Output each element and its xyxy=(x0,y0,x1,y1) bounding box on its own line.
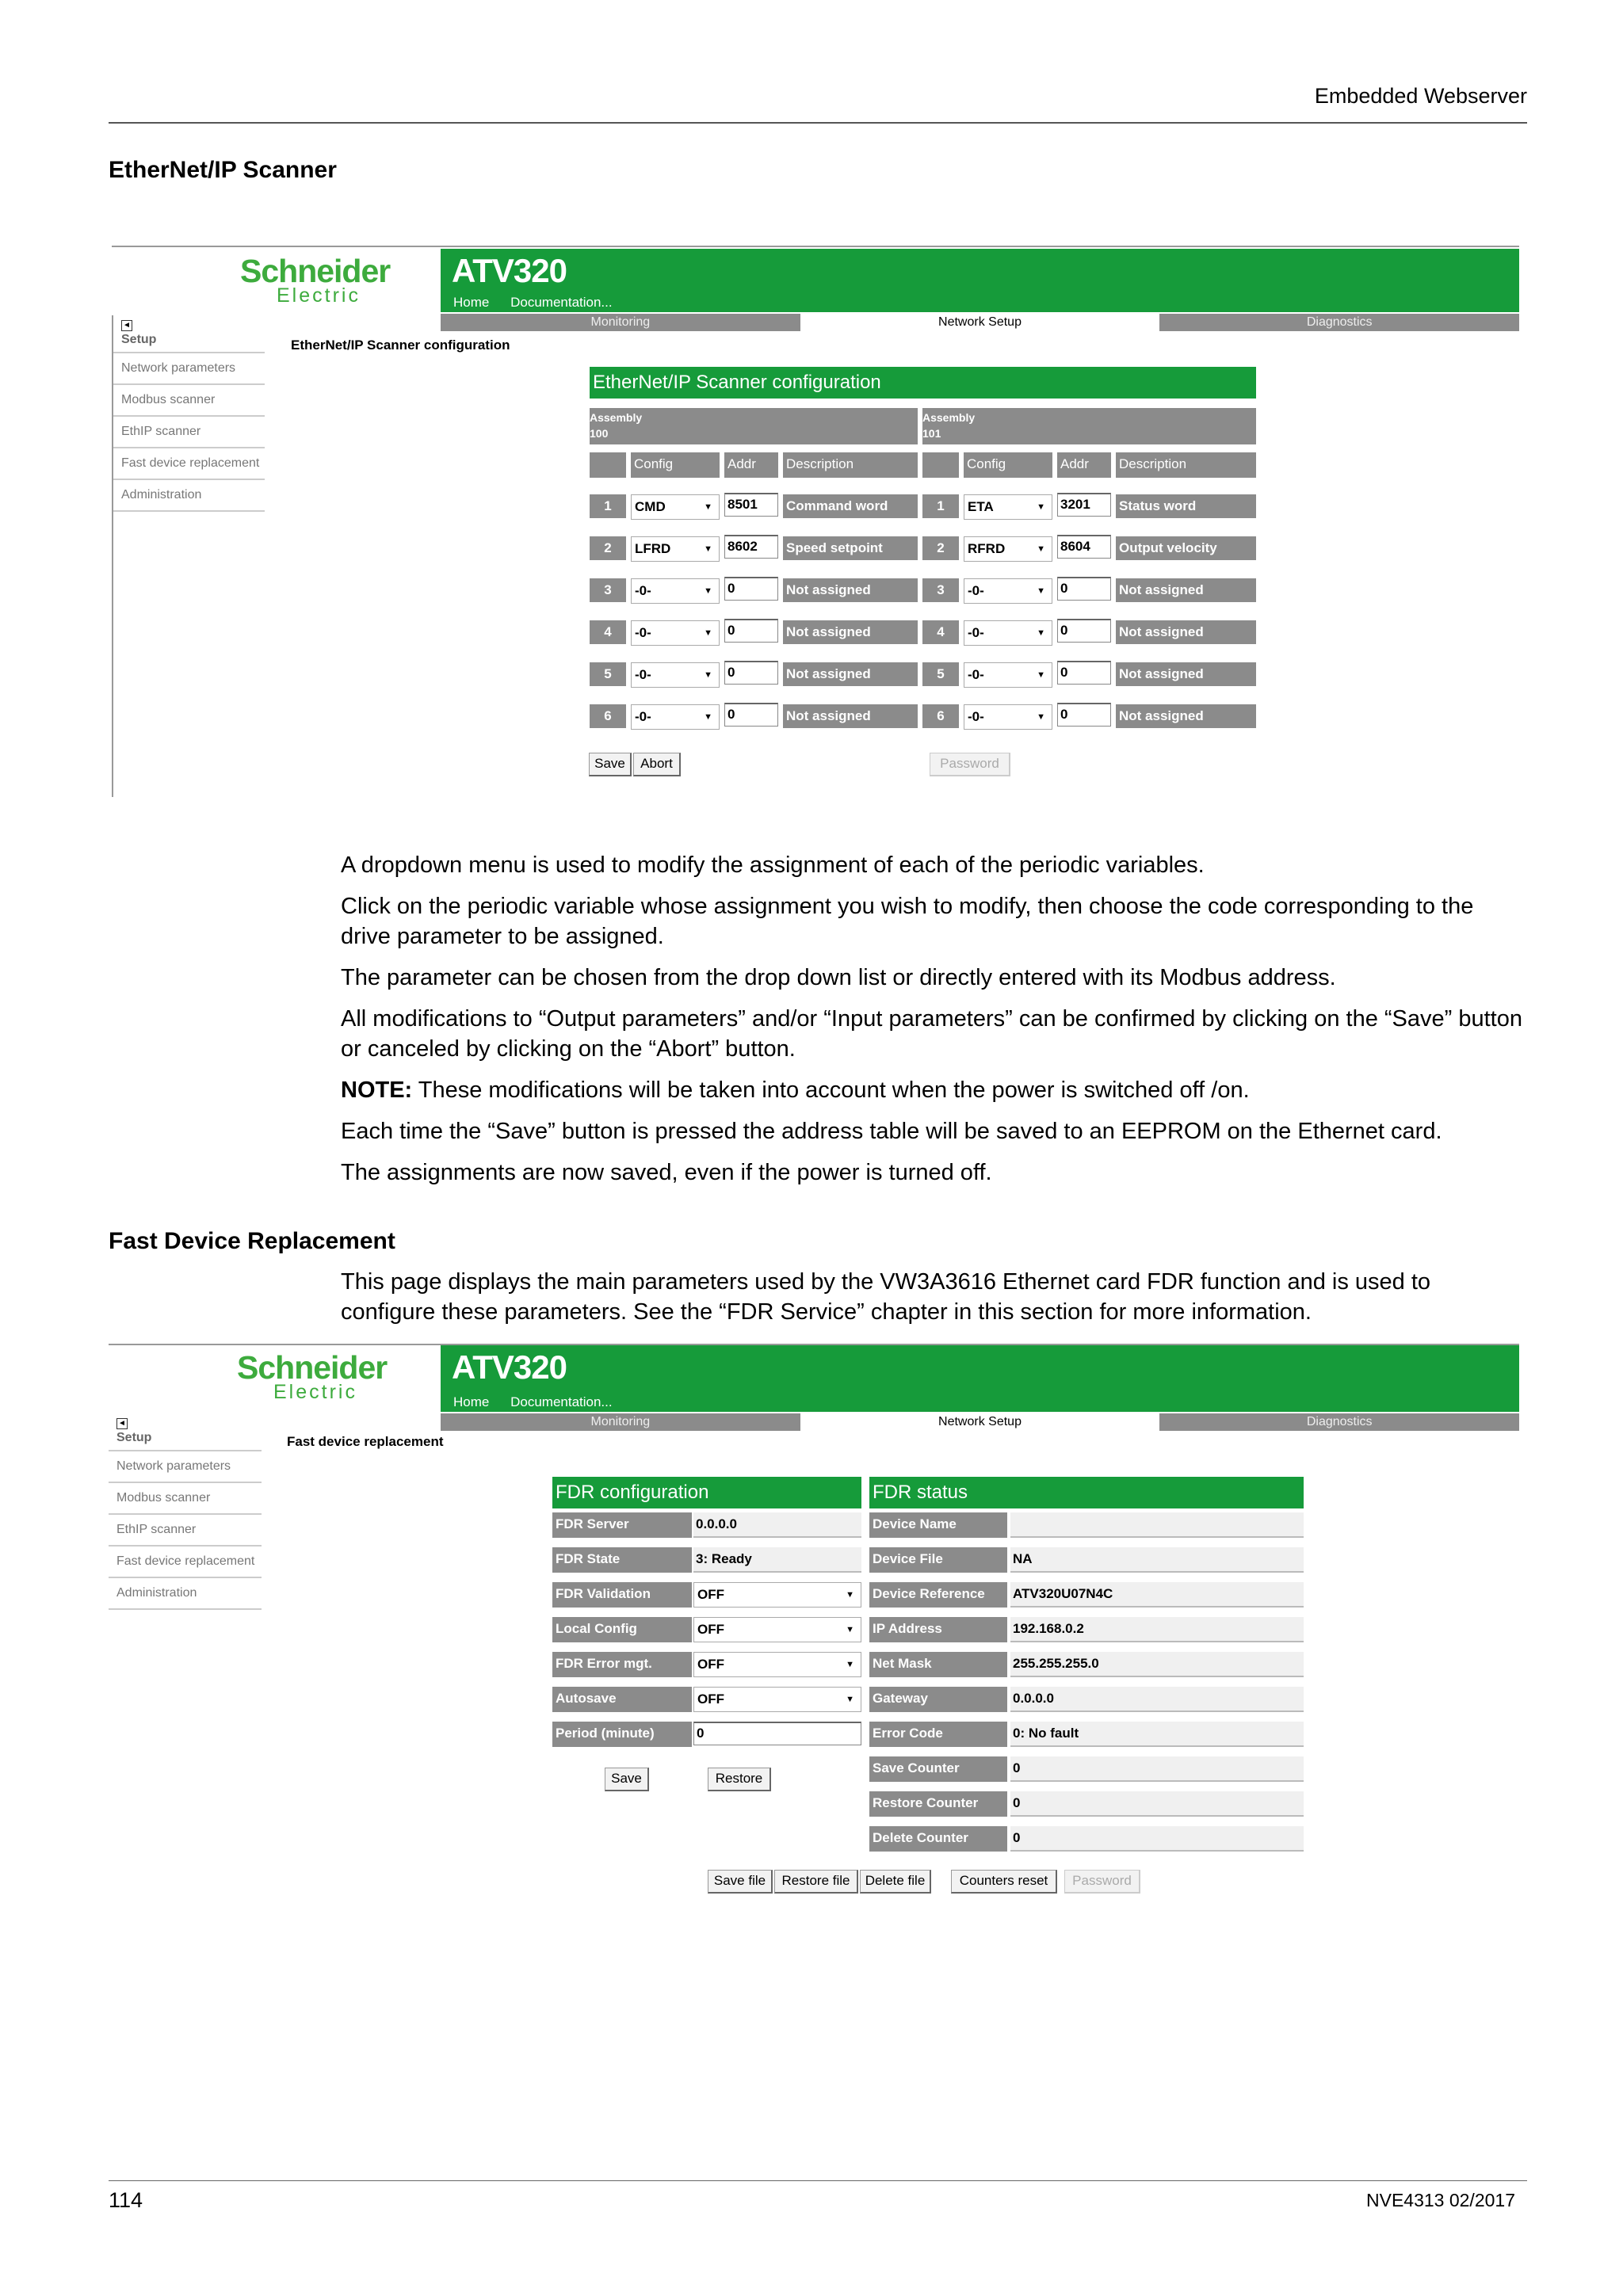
description-cell-left: Command word xyxy=(783,494,918,518)
sidebar-item-modbus-scanner[interactable]: Modbus scanner xyxy=(113,385,265,417)
counters-reset-button[interactable]: Counters reset xyxy=(951,1870,1057,1894)
paragraph-6: Each time the “Save” button is pressed the address table will be saved to an EEPROM on the Ethernet card. xyxy=(341,1119,1442,1144)
fdr-screenshot xyxy=(109,1344,1519,1898)
chevron-down-icon: ▼ xyxy=(846,1625,854,1634)
page-title: EtherNet/IP Scanner configuration xyxy=(291,338,510,353)
fdr-config-label: FDR Error mgt. xyxy=(552,1652,692,1677)
collapse-icon[interactable]: ◄ xyxy=(121,320,132,331)
collapse-icon-2[interactable]: ◄ xyxy=(116,1418,128,1429)
fdr-status-value: 192.168.0.2 xyxy=(1010,1617,1304,1642)
fdr-status-value xyxy=(1010,1512,1304,1538)
row-index-left: 4 xyxy=(590,620,626,644)
row-index-right: 3 xyxy=(922,578,959,602)
fdr-config-select[interactable] xyxy=(693,1617,861,1642)
config-select-value: RFRD xyxy=(968,541,1006,556)
fdr-status-label: Save Counter xyxy=(869,1756,1007,1782)
row-index-left: 6 xyxy=(590,704,626,728)
config-select-left[interactable] xyxy=(631,662,720,688)
chevron-down-icon: ▼ xyxy=(1037,544,1045,554)
addr-input-left[interactable]: 0 xyxy=(724,577,778,601)
tab-monitoring-2[interactable]: Monitoring xyxy=(441,1413,800,1431)
chevron-down-icon: ▼ xyxy=(1037,712,1045,722)
fdr-status-label: Net Mask xyxy=(869,1652,1007,1677)
setup-sidebar-2 xyxy=(109,1413,262,1600)
chevron-down-icon: ▼ xyxy=(704,586,712,596)
addr-input-right[interactable]: 0 xyxy=(1057,661,1111,685)
fdr-status-title: FDR status xyxy=(869,1477,1304,1508)
description-cell-right: Not assigned xyxy=(1116,620,1256,644)
fdr-page-title: Fast device replacement xyxy=(287,1434,444,1449)
tab-diagnostics[interactable]: Diagnostics xyxy=(1159,314,1519,331)
description-cell-left: Not assigned xyxy=(783,662,918,686)
fdr-status-label: Device Name xyxy=(869,1512,1007,1538)
sidebar-item-ethip-scanner-2[interactable]: EthIP scanner xyxy=(109,1515,262,1547)
fdr-config-label: Autosave xyxy=(552,1687,692,1712)
row-index-right: 5 xyxy=(922,662,959,686)
sidebar-item-administration-2[interactable]: Administration xyxy=(109,1578,262,1610)
password-button[interactable]: Password xyxy=(930,753,1010,776)
chevron-down-icon: ▼ xyxy=(704,712,712,722)
section-title-fdr: Fast Device Replacement xyxy=(109,1228,395,1254)
table-header-index xyxy=(922,452,959,478)
addr-input-right[interactable]: 0 xyxy=(1057,619,1111,643)
tab-bar-2 xyxy=(441,1413,1519,1431)
fdr-status-label: Error Code xyxy=(869,1722,1007,1747)
column-header-addr: Addr xyxy=(724,452,778,478)
config-select-right[interactable] xyxy=(964,578,1052,604)
chevron-down-icon: ▼ xyxy=(1037,670,1045,680)
row-index-left: 1 xyxy=(590,494,626,518)
row-index-left: 3 xyxy=(590,578,626,602)
column-header-description: Description xyxy=(783,452,918,478)
chevron-down-icon: ▼ xyxy=(846,1590,854,1600)
fdr-config-label: FDR Server xyxy=(552,1512,692,1538)
chevron-down-icon: ▼ xyxy=(1037,502,1045,512)
fdr-config-select[interactable] xyxy=(693,1582,861,1608)
save-file-button[interactable]: Save file xyxy=(708,1870,773,1894)
addr-input-left[interactable]: 0 xyxy=(724,661,778,685)
fdr-status-value: ATV320U07N4C xyxy=(1010,1582,1304,1608)
fdr-config-select-value: OFF xyxy=(697,1657,724,1672)
fdr-config-title: FDR configuration xyxy=(552,1477,861,1508)
fdr-status-label: IP Address xyxy=(869,1617,1007,1642)
chevron-down-icon: ▼ xyxy=(1037,586,1045,596)
abort-button[interactable]: Abort xyxy=(633,753,681,776)
sidebar-item-modbus-scanner-2[interactable]: Modbus scanner xyxy=(109,1483,262,1515)
fdr-status-value: 0 xyxy=(1010,1756,1304,1782)
config-select-right[interactable] xyxy=(964,494,1052,520)
config-select-value: -0- xyxy=(635,709,651,724)
note-text: These modifications will be taken into account when the power is switched off /on. xyxy=(418,1077,1250,1103)
paragraph-2: Click on the periodic variable whose assignment you wish to modify, then choose the code corresponding to the drive parameter to be assigned. xyxy=(341,894,1474,949)
paragraph-7: The assignments are now saved, even if the power is turned off. xyxy=(341,1160,992,1185)
fdr-config-value: 3: Ready xyxy=(693,1547,861,1573)
config-select-value: -0- xyxy=(968,625,984,640)
description-cell-right: Output velocity xyxy=(1116,536,1256,560)
row-index-right: 1 xyxy=(922,494,959,518)
assembly-101-header: Assembly 101 xyxy=(922,408,1256,444)
product-title: ATV320 xyxy=(452,252,567,289)
column-header-config: Config xyxy=(631,452,720,478)
tab-diagnostics-2[interactable]: Diagnostics xyxy=(1159,1413,1519,1431)
delete-file-button[interactable]: Delete file xyxy=(860,1870,931,1894)
fdr-status-label: Device File xyxy=(869,1547,1007,1573)
addr-input-right[interactable]: 8604 xyxy=(1057,535,1111,559)
schneider-logo-2: Schneider Electric xyxy=(237,1349,388,1403)
row-index-right: 6 xyxy=(922,704,959,728)
description-cell-left: Not assigned xyxy=(783,578,918,602)
note-label: NOTE: xyxy=(341,1077,413,1103)
doc-reference: NVE4313 02/2017 xyxy=(1366,2190,1515,2210)
sidebar-item-administration[interactable]: Administration xyxy=(113,480,265,512)
addr-input-left[interactable]: 8602 xyxy=(724,535,778,559)
row-index-right: 4 xyxy=(922,620,959,644)
product-banner-2 xyxy=(441,1345,1519,1412)
chevron-down-icon: ▼ xyxy=(1037,628,1045,638)
product-title-2: ATV320 xyxy=(452,1348,567,1386)
chevron-down-icon: ▼ xyxy=(704,544,712,554)
fdr-config-input[interactable]: 0 xyxy=(693,1722,861,1745)
config-select-value: CMD xyxy=(635,499,666,514)
chevron-down-icon: ▼ xyxy=(704,502,712,512)
fdr-config-label: Local Config xyxy=(552,1617,692,1642)
header-rule xyxy=(109,122,1527,124)
fdr-intro: This page displays the main parameters used by the VW3A3616 Ethernet card FDR function and is used to configure these parameters. See the “FDR Service” chapter in this section for more information. xyxy=(341,1269,1431,1325)
fdr-status-value: 0: No fault xyxy=(1010,1722,1304,1747)
config-select-right[interactable] xyxy=(964,704,1052,730)
addr-input-left[interactable]: 0 xyxy=(724,619,778,643)
config-select-right[interactable] xyxy=(964,536,1052,562)
chevron-down-icon: ▼ xyxy=(704,628,712,638)
note-paragraph xyxy=(341,1075,1529,1105)
page-number: 114 xyxy=(109,2188,143,2212)
save-button[interactable]: Save xyxy=(589,753,632,776)
row-index-left: 2 xyxy=(590,536,626,560)
addr-input-left[interactable]: 8501 xyxy=(724,493,778,517)
fdr-status-label: Delete Counter xyxy=(869,1826,1007,1852)
sidebar-item-fdr-2[interactable]: Fast device replacement xyxy=(109,1547,262,1578)
config-select-value: -0- xyxy=(635,625,651,640)
config-select-value: -0- xyxy=(968,583,984,598)
fdr-config-value: 0.0.0.0 xyxy=(693,1512,861,1538)
sidebar-item-ethip-scanner[interactable]: EthIP scanner xyxy=(113,417,265,448)
fdr-config-select[interactable] xyxy=(693,1652,861,1677)
paragraph-1: A dropdown menu is used to modify the assignment of each of the periodic variables. xyxy=(341,852,1205,878)
ethip-screenshot xyxy=(112,246,1519,797)
product-banner xyxy=(441,249,1519,312)
fdr-status-label: Device Reference xyxy=(869,1582,1007,1608)
footer-rule xyxy=(109,2180,1527,2181)
table-header-index xyxy=(590,452,626,478)
description-cell-right: Not assigned xyxy=(1116,704,1256,728)
config-select-value: -0- xyxy=(635,583,651,598)
fdr-config-select[interactable] xyxy=(693,1687,861,1712)
nav-documentation-link[interactable]: Documentation... xyxy=(510,295,613,310)
description-cell-right: Status word xyxy=(1116,494,1256,518)
sidebar-setup-heading-2: Setup xyxy=(109,1429,262,1451)
config-select-value: -0- xyxy=(635,667,651,682)
fdr-config-select-value: OFF xyxy=(697,1622,724,1637)
description-cell-left: Not assigned xyxy=(783,704,918,728)
restore-file-button[interactable]: Restore file xyxy=(774,1870,858,1894)
chevron-down-icon: ▼ xyxy=(846,1660,854,1669)
assembly-100-header: Assembly 100 xyxy=(590,408,918,444)
page-header: Embedded Webserver xyxy=(1314,84,1527,108)
row-index-right: 2 xyxy=(922,536,959,560)
scanner-panel-title: EtherNet/IP Scanner configuration xyxy=(590,367,1256,399)
tab-network-setup-2[interactable]: Network Setup xyxy=(800,1413,1160,1431)
nav-home-link[interactable]: Home xyxy=(453,295,490,310)
addr-input-right[interactable]: 0 xyxy=(1057,577,1111,601)
nav-documentation-link-2[interactable]: Documentation... xyxy=(510,1394,613,1409)
config-select-left[interactable] xyxy=(631,494,720,520)
fdr-status-value: 0.0.0.0 xyxy=(1010,1687,1304,1712)
paragraph-4: All modifications to “Output parameters” and/or “Input parameters” can be confirmed by clicking on the “Save” button or canceled by clicking on the “Abort” button. xyxy=(341,1006,1522,1062)
row-index-left: 5 xyxy=(590,662,626,686)
fdr-restore-button[interactable]: Restore xyxy=(708,1768,771,1791)
fdr-status-value: NA xyxy=(1010,1547,1304,1573)
chevron-down-icon: ▼ xyxy=(704,670,712,680)
sidebar-item-network-parameters[interactable]: Network parameters xyxy=(113,353,265,385)
description-cell-left: Not assigned xyxy=(783,620,918,644)
sidebar-setup-heading: Setup xyxy=(113,331,265,353)
column-header-config: Config xyxy=(964,452,1052,478)
column-header-description: Description xyxy=(1116,452,1256,478)
addr-input-right[interactable]: 0 xyxy=(1057,703,1111,727)
fdr-status-value: 0 xyxy=(1010,1826,1304,1852)
description-cell-right: Not assigned xyxy=(1116,578,1256,602)
fdr-config-select-value: OFF xyxy=(697,1587,724,1602)
fdr-config-select-value: OFF xyxy=(697,1691,724,1707)
description-cell-left: Speed setpoint xyxy=(783,536,918,560)
config-select-value: -0- xyxy=(968,709,984,724)
addr-input-right[interactable]: 3201 xyxy=(1057,493,1111,517)
fdr-config-label: Period (minute) xyxy=(552,1722,692,1747)
fdr-save-button[interactable]: Save xyxy=(605,1768,649,1791)
fdr-status-label: Restore Counter xyxy=(869,1791,1007,1817)
fdr-config-label: FDR State xyxy=(552,1547,692,1573)
config-select-left[interactable] xyxy=(631,704,720,730)
config-select-value: -0- xyxy=(968,667,984,682)
sidebar-item-fdr[interactable]: Fast device replacement xyxy=(113,448,265,480)
fdr-status-value: 255.255.255.0 xyxy=(1010,1652,1304,1677)
config-select-left[interactable] xyxy=(631,578,720,604)
tab-monitoring[interactable]: Monitoring xyxy=(441,314,800,331)
fdr-status-value: 0 xyxy=(1010,1791,1304,1817)
tab-bar xyxy=(441,314,1519,331)
fdr-status-label: Gateway xyxy=(869,1687,1007,1712)
section-title-ethip: EtherNet/IP Scanner xyxy=(109,157,337,183)
fdr-password-button[interactable]: Password xyxy=(1064,1870,1140,1894)
addr-input-left[interactable]: 0 xyxy=(724,703,778,727)
config-select-right[interactable] xyxy=(964,620,1052,646)
description-cell-right: Not assigned xyxy=(1116,662,1256,686)
fdr-config-label: FDR Validation xyxy=(552,1582,692,1608)
chevron-down-icon: ▼ xyxy=(846,1695,854,1704)
sidebar-item-network-parameters-2[interactable]: Network parameters xyxy=(109,1451,262,1483)
config-select-left[interactable] xyxy=(631,620,720,646)
schneider-logo: Schneider Electric xyxy=(240,253,391,307)
nav-home-link-2[interactable]: Home xyxy=(453,1394,490,1409)
config-select-left[interactable] xyxy=(631,536,720,562)
tab-network-setup[interactable]: Network Setup xyxy=(800,314,1160,331)
config-select-value: ETA xyxy=(968,499,994,514)
config-select-value: LFRD xyxy=(635,541,671,556)
setup-sidebar xyxy=(112,315,265,797)
column-header-addr: Addr xyxy=(1057,452,1111,478)
paragraph-3: The parameter can be chosen from the drop down list or directly entered with its Modbus address. xyxy=(341,965,1336,990)
config-select-right[interactable] xyxy=(964,662,1052,688)
